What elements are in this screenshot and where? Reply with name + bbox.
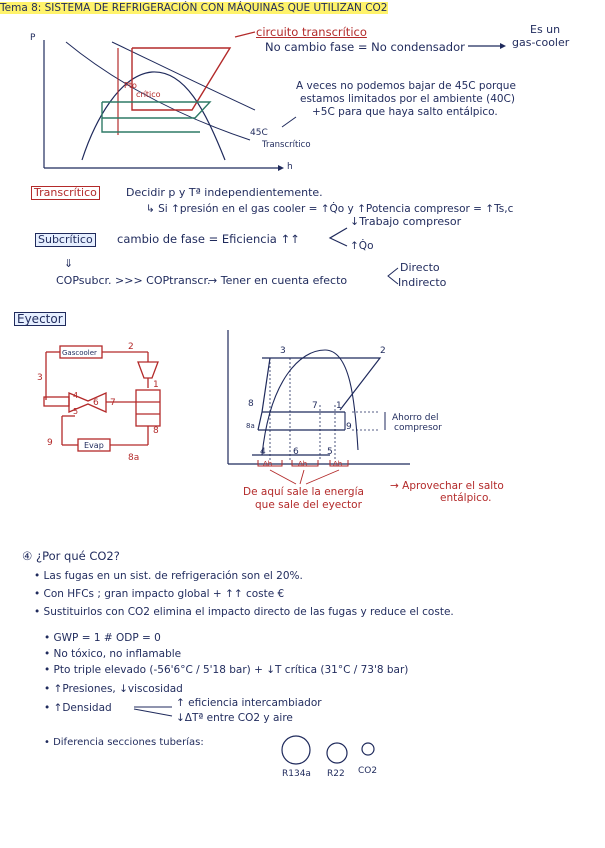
ph-diagram-transcritical (44, 40, 284, 171)
why-item-4: • GWP = 1 # ODP = 0 (44, 632, 161, 644)
ejector-node-2: 2 (128, 342, 134, 352)
note-aveces-2: estamos limitados por el ambiente (40C) (300, 93, 515, 105)
ph-label-8: 8 (248, 399, 254, 409)
eyector-heading: Eyector (14, 312, 66, 326)
ph-label-6: 6 (293, 447, 299, 457)
ahorro-label-1: Ahorro del (392, 413, 439, 423)
ejector-node-3: 3 (37, 373, 43, 383)
ejector-node-6: 6 (93, 398, 99, 408)
cop-arrow: ⇓ (64, 257, 74, 270)
aprovechar-2: entálpico. (440, 492, 492, 504)
dh-label-1: Δh (263, 460, 273, 468)
ph-label-8a: 8a (246, 422, 255, 430)
ph-label-4: 4 (260, 447, 266, 457)
circle-label-r22: R22 (327, 769, 345, 779)
why-item-5: • No tóxico, no inflamable (44, 648, 182, 660)
circle-label-co2: CO2 (358, 766, 378, 776)
transcritico-text1: Decidir p y Tª independientemente. (126, 186, 323, 199)
transcritico-box: Transcrítico (31, 186, 100, 200)
ph-label-2: 2 (380, 346, 386, 356)
ph-label-5: 5 (327, 447, 333, 457)
circle-co2 (362, 743, 374, 755)
ph-label-9: 9 (346, 422, 352, 432)
aprovechar-1: → Aprovechar el salto (390, 480, 504, 492)
cop-efecto: → Tener en cuenta efecto (208, 274, 348, 287)
ejector-evap-label: Evap (84, 441, 104, 450)
subcritico-box: Subcrítico (35, 233, 96, 247)
subcritico-branch2: ↑Q̇o (350, 240, 374, 252)
label-transcritico-arrow: Transcrítico (262, 140, 311, 150)
why-item-9: • Diferencia secciones tuberías: (44, 737, 204, 748)
ejector-node-4: 4 (73, 391, 79, 400)
de-aqui-1: De aquí sale la energía (243, 486, 364, 498)
note-aveces-1: A veces no podemos bajar de 45C porque (296, 80, 516, 92)
ejector-node-8: 8 (153, 426, 159, 436)
cop-indirecto: Indirecto (398, 276, 447, 289)
cop-text: COPsubcr. >>> COPtranscr. (56, 274, 211, 287)
note-gas-cooler-2: gas-cooler (512, 36, 570, 49)
why-item-3: • Sustituirlos con CO2 elimina el impacto directo de las fugas y reduce el coste. (34, 606, 454, 618)
why-item-2: • Con HFCs ; gran impacto global + ↑↑ coste € (34, 588, 285, 600)
ejector-node-5: 5 (73, 407, 79, 416)
p-axis-label: P (30, 33, 36, 43)
subcritico-branch1: ↓Trabajo compresor (350, 215, 462, 228)
critical-point-label: Pto (124, 81, 137, 90)
why-item-6: • Pto triple elevado (-56'6°C / 5'18 bar) + ↓T crítica (31°C / 73'8 bar) (44, 664, 409, 676)
page-title: Tema 8: SISTEMA DE REFRIGERACIÓN CON MÁQUINAS QUE UTILIZAN CO2 (0, 2, 388, 14)
note-gas-cooler-1: Es un (530, 23, 561, 36)
ph-label-3: 3 (280, 346, 286, 356)
circle-label-r134a: R134a (282, 769, 311, 779)
densidad-note-2: ↓ΔTª entre CO2 y aire (176, 712, 293, 724)
circle-r22 (327, 743, 347, 763)
label-45c: 45C (250, 128, 268, 138)
cop-directo: Directo (400, 261, 440, 274)
note-circuito: circuito transcrítico (256, 25, 367, 39)
ejector-node-9: 9 (47, 438, 53, 448)
ejector-circuit-diagram (44, 346, 160, 451)
ejector-gascooler-label: Gascooler (62, 349, 97, 357)
why-item-8: • ↑Densidad (44, 702, 112, 714)
ph-label-7: 7 (312, 401, 318, 411)
h-axis-label: h (287, 162, 293, 172)
ph-label-1: 1 (336, 401, 342, 411)
critical-point-label-2: crítico (136, 90, 161, 99)
why-item-7: • ↑Presiones, ↓viscosidad (44, 683, 183, 695)
dh-label-2: Δh (298, 460, 308, 468)
de-aqui-2: que sale del eyector (255, 499, 362, 511)
why-question: ④ ¿Por qué CO2? (22, 549, 120, 563)
note-aveces-3: +5C para que haya salto entálpico. (312, 106, 498, 118)
densidad-note-1: ↑ eficiencia intercambiador (176, 697, 322, 709)
transcritico-text2: ↳ Si ↑presión en el gas cooler = ↑Q̇o y ↑Potencia compresor = ↑Ts,c (146, 203, 514, 215)
subcritico-text: cambio de fase = Eficiencia ↑↑ (117, 232, 300, 246)
ejector-node-8a: 8a (128, 453, 140, 463)
why-item-1: • Las fugas en un sist. de refrigeración son el 20%. (34, 570, 303, 582)
dh-label-3: Δh (333, 460, 343, 468)
circle-r134a (282, 736, 310, 764)
ejector-node-1: 1 (153, 380, 159, 390)
ahorro-label-2: compresor (394, 423, 442, 433)
note-no-cambio: No cambio fase = No condensador (265, 40, 465, 54)
ejector-node-7: 7 (110, 398, 116, 408)
